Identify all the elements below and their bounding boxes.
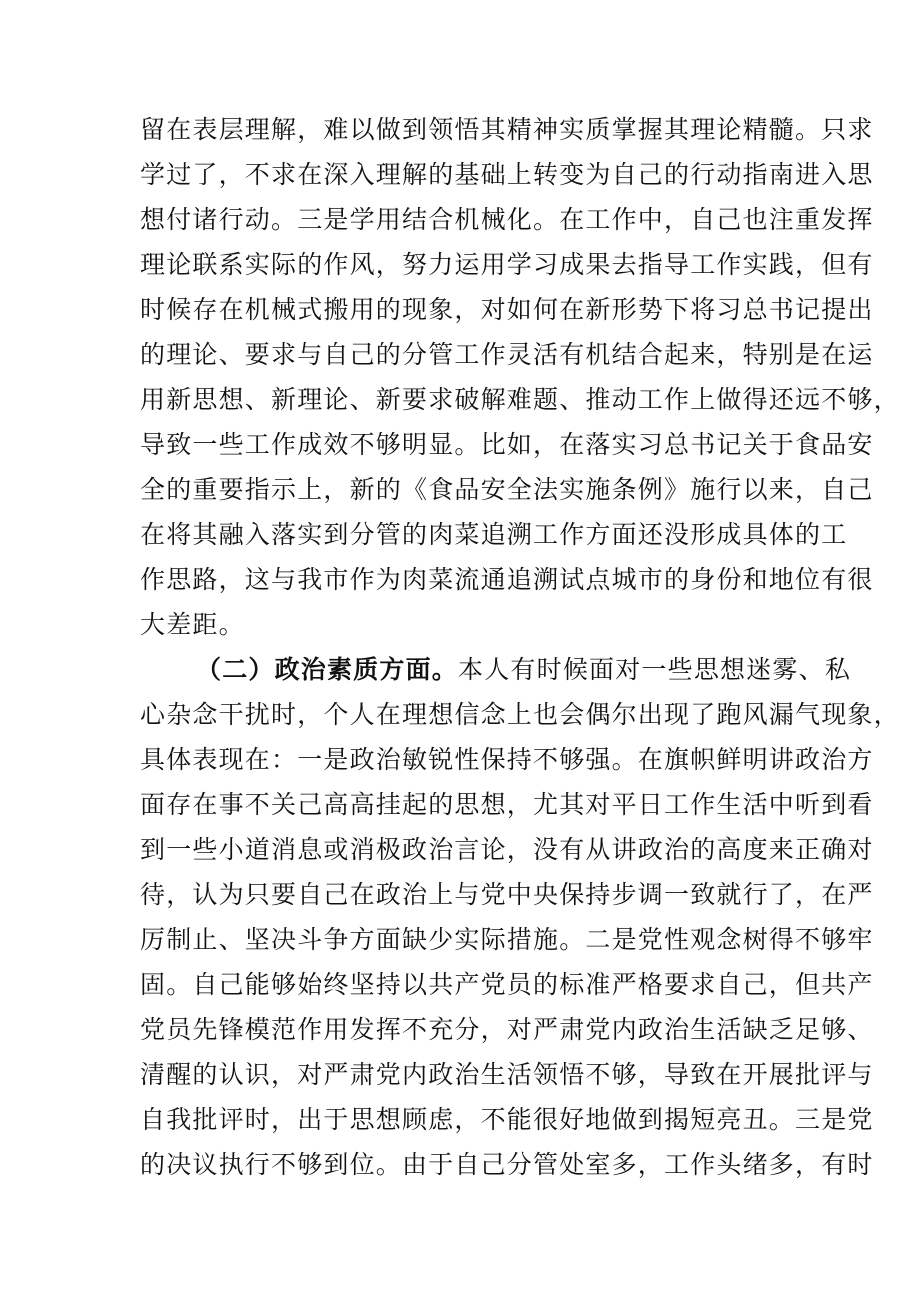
text-line: 留在表层理解，难以做到领悟其精神实质掌握其理论精髓。只求: [140, 115, 874, 144]
text-line: 的理论、要求与自己的分管工作灵活有机结合起来，特别是在运: [140, 340, 874, 369]
text-line: 厉制止、坚决斗争方面缺少实际措施。二是党性观念树得不够牢: [140, 925, 874, 954]
text-line: 作思路，这与我市作为肉菜流通追溯试点城市的身份和地位有很: [140, 565, 874, 594]
text-line: 在将其融入落实到分管的肉菜追溯工作方面还没形成具体的工: [140, 520, 848, 549]
text-line: 固。自己能够始终坚持以共产党员的标准严格要求自己，但共产: [140, 970, 874, 999]
text-line: 全的重要指示上，新的《食品安全法实施条例》施行以来，自己: [140, 475, 874, 504]
text-span: 本人有时候面对一些思想迷雾、私: [458, 655, 852, 684]
text-line: 导致一些工作成效不够明显。比如，在落实习总书记关于食品安: [140, 430, 874, 459]
text-line: 党员先锋模范作用发挥不充分，对严肃党内政治生活缺乏足够、: [140, 1015, 874, 1044]
text-line: 想付诸行动。三是学用结合机械化。在工作中，自己也注重发挥: [140, 205, 874, 234]
text-line: 的决议执行不够到位。由于自己分管处室多，工作头绪多，有时: [140, 1150, 874, 1179]
text-line: 心杂念干扰时，个人在理想信念上也会偶尔出现了跑风漏气现象，: [140, 700, 900, 729]
text-line: 用新思想、新理论、新要求破解难题、推动工作上做得还远不够，: [140, 385, 900, 414]
text-line: 自我批评时，出于思想顾虑，不能很好地做到揭短亮丑。三是党: [140, 1105, 874, 1134]
text-line: 待，认为只要自己在政治上与党中央保持步调一致就行了，在严: [140, 880, 874, 909]
text-line: 面存在事不关己高高挂起的思想，尤其对平日工作生活中听到看: [140, 790, 874, 819]
text-line: 时候存在机械式搬用的现象，对如何在新形势下将习总书记提出: [140, 295, 874, 324]
text-line: 大差距。: [140, 610, 245, 639]
text-line: 理论联系实际的作风，努力运用学习成果去指导工作实践，但有: [140, 250, 874, 279]
section-heading: （二）政治素质方面。: [196, 655, 459, 684]
text-line: 具体表现在：一是政治敏锐性保持不够强。在旗帜鲜明讲政治方: [140, 745, 874, 774]
text-line: 清醒的认识，对严肃党内政治生活领悟不够，导致在开展批评与: [140, 1060, 874, 1089]
section-first-line: [196, 655, 851, 685]
text-line: 到一些小道消息或消极政治言论，没有从讲政治的高度来正确对: [140, 835, 874, 864]
text-line: 学过了，不求在深入理解的基础上转变为自己的行动指南进入思: [140, 160, 874, 189]
